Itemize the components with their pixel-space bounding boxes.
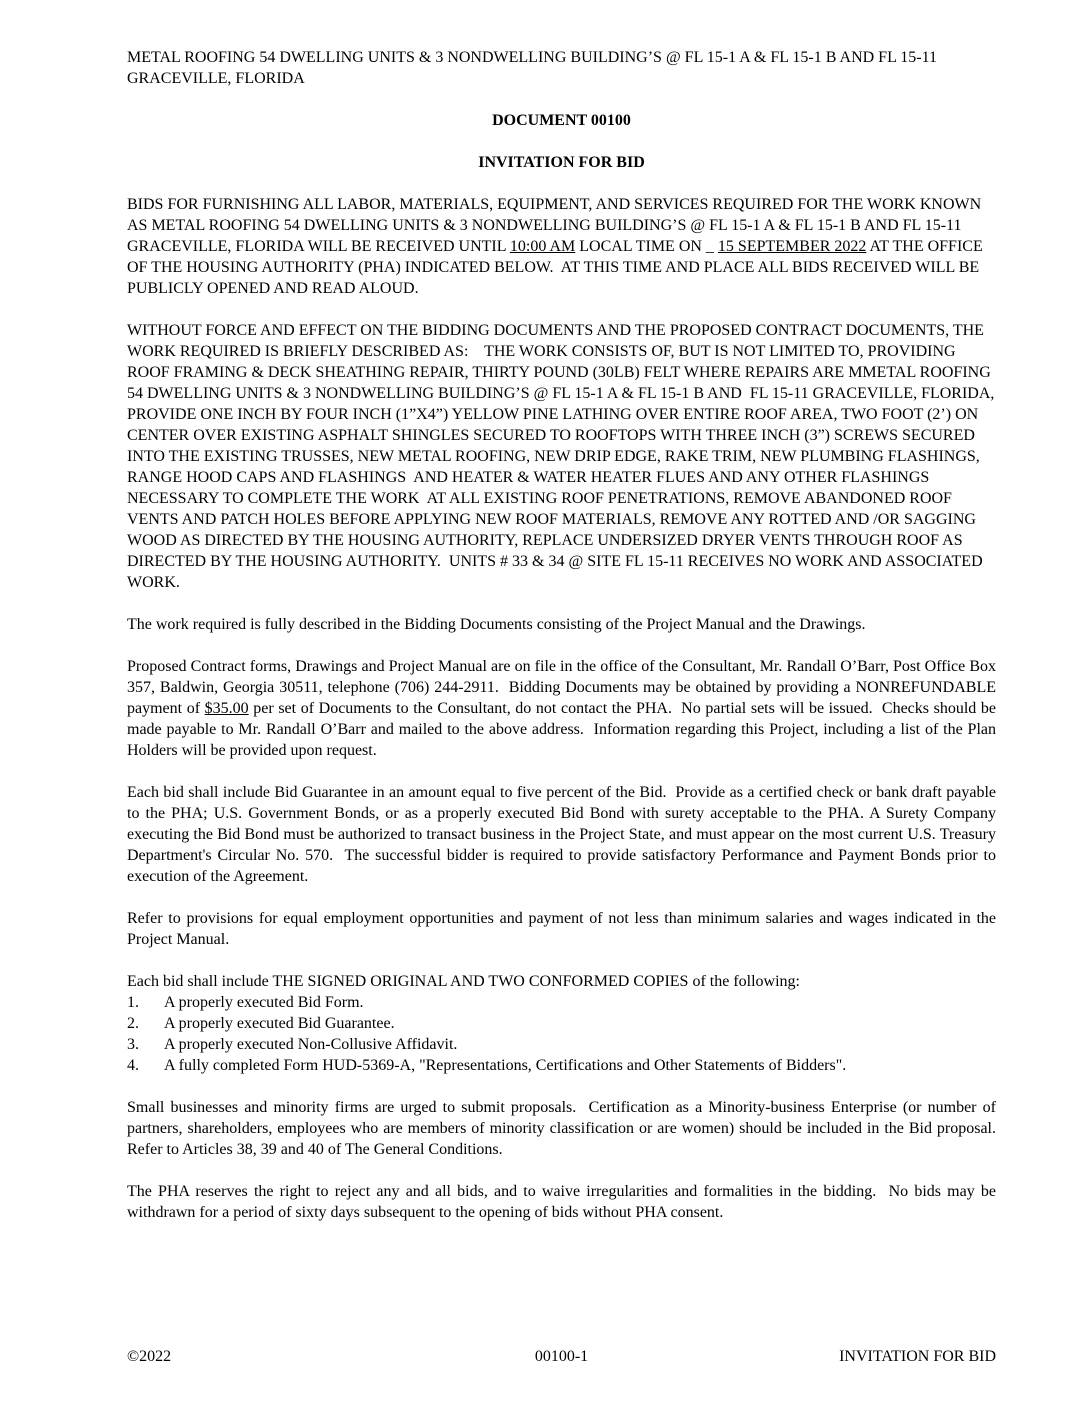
bids-text-tail: AT THE OFFICE OF THE HOUSING AUTHORITY (PHA) INDICATED BELOW. AT THIS TIME AND PLACE ALL BIDS RECEIVED WILL BE PUBLICLY OPENED AND READ ALOUD. [127,238,987,297]
consultant-text-lead: Proposed Contract forms, Drawings and Project Manual are on file in the office of the Consultant, Mr. Randall O’Barr, Post Office Box 357, Baldwin, Georgia 30511, telephone (706) 244-2911. Bidding Documents may be obtained by providing a NONREFUNDABLE payment of [127,658,1000,717]
list-item-number: 2. [127,1015,139,1032]
project-title: METAL ROOFING 54 DWELLING UNITS & 3 NONDWELLING BUILDING’S @ FL 15-1 A & FL 15-1 B AND FL 15-11 GRACEVILLE, FLORIDA [127,49,941,87]
footer-doc-title: INVITATION FOR BID [839,1348,997,1365]
bid-guarantee-paragraph: Each bid shall include Bid Guarantee in an amount equal to five percent of the Bid. Provide as a certified check or bank draft payable to the PHA; U.S. Government Bonds, or as a properly executed Bid Bond with surety acceptable to the PHA. A Surety Company executing the Bid Bond must be authorized to transact business in the Project State, and must appear on the most current U.S. Treasury Department's Circular No. 570. The successful bidder is required to provide satisfactory Performance and Payment Bonds prior to execution of the Agreement. [127,784,1000,885]
consultant-text-tail: per set of Documents to the Consultant, do not contact the PHA. No partial sets will be issued. Checks should be made payable to Mr. Randall O’Barr and mailed to the above address. Information regarding this Project, including a list of the Plan Holders will be provided upon request. [127,700,1001,759]
bids-text-mid: LOCAL TIME ON _ [575,238,718,255]
bid-time-underlined: 10:00 AM [509,238,576,255]
work-description-paragraph: WITHOUT FORCE AND EFFECT ON THE BIDDING DOCUMENTS AND THE PROPOSED CONTRACT DOCUMENTS, THE WORK REQUIRED IS BRIEFLY DESCRIBED AS: THE WORK CONSISTS OF, BUT IS NOT LIMITED TO, PROVIDING ROOF FRAMING & DECK SHEATHING REPAIR, THIRTY POUND (30LB) FELT WHERE REPAIRS ARE MMETAL ROOFING 54 DWELLING UNITS & 3 NONDWELLING BUILDING’S @ FL 15-1 A & FL 15-1 B AND FL 15-11 GRACEVILLE, FLORIDA, PROVIDE ONE INCH BY FOUR INCH (1”X4”) YELLOW PINE LATHING OVER ENTIRE ROOF AREA, TWO FOOT (2’) ON CENTER OVER EXISTING ASPHALT SHINGLES SECURED TO ROOFTOPS WITH THREE INCH (3”) SCREWS SECURED INTO THE EXISTING TRUSSES, NEW METAL ROOFING, NEW DRIP EDGE, RAKE TRIM, NEW PLUMBING FLASHINGS, RANGE HOOD CAPS AND FLASHINGS AND HEATER & WATER HEATER FLUES AND ANY OTHER FLASHINGS NECESSARY TO COMPLETE THE WORK AT ALL EXISTING ROOF PENETRATIONS, REMOVE ABANDONED ROOF VENTS AND PATCH HOLES BEFORE APPLYING NEW ROOF MATERIALS, REMOVE ANY ROTTED AND /OR SAGGING WOOD AS DIRECTED BY THE HOUSING AUTHORITY, REPLACE UNDERSIZED DRYER VENTS THROUGH ROOF AS DIRECTED BY THE HOUSING AUTHORITY. UNITS # 33 & 34 @ SITE FL 15-11 RECEIVES NO WORK AND ASSOCIATED WORK. [127,322,999,591]
equal-employment-paragraph: Refer to provisions for equal employment opportunities and payment of not less than minimum salaries and wages indicated in the Project Manual. [127,910,1000,948]
document-number-heading: DOCUMENT 00100 [492,112,631,129]
bids-text-lead: BIDS FOR FURNISHING ALL LABOR, MATERIALS, EQUIPMENT, AND SERVICES REQUIRED FOR THE WORK KNOWN AS METAL ROOFING 54 DWELLING UNITS & 3 NONDWELLING BUILDING’S @ FL 15-1 A & FL 15-1 B AND FL 15-11 GRACEVILLE, FLORIDA WILL BE RECEIVED UNTIL [127,196,985,255]
list-item-text: A fully completed Form HUD-5369-A, "Representations, Certifications and Other Statements of Bidders". [164,1057,847,1074]
bid-copies-list [127,992,996,1076]
bid-date-underlined: 15 SEPTEMBER 2022 [717,238,867,255]
invitation-for-bid-heading: INVITATION FOR BID [478,154,645,171]
list-item-number: 3. [127,1036,139,1053]
list-item [127,992,996,1013]
bid-copies-intro: Each bid shall include THE SIGNED ORIGINAL AND TWO CONFORMED COPIES of the following: [127,973,800,990]
page-footer [127,1346,996,1367]
document-content [127,47,1004,1244]
list-item-text: A properly executed Non-Collusive Affidavit. [164,1036,458,1053]
list-item-number: 4. [127,1057,139,1074]
list-item-number: 1. [127,994,139,1011]
list-item-text: A properly executed Bid Form. [164,994,364,1011]
list-item [127,1034,996,1055]
bids-receipt-paragraph [127,194,996,299]
list-item [127,1055,996,1076]
bidding-documents-paragraph: The work required is fully described in the Bidding Documents consisting of the Project Manual and the Drawings. [127,616,866,633]
consultant-info-paragraph [127,656,1001,761]
document-fee-underlined: $35.00 [204,700,249,717]
list-item-text: A properly executed Bid Guarantee. [164,1015,395,1032]
footer-page-number: 00100-1 [534,1348,589,1365]
footer-copyright: ©2022 [127,1348,172,1365]
small-business-paragraph: Small businesses and minority firms are urged to submit proposals. Certification as a Minority-business Enterprise (or number of partners, shareholders, employees who are members of minority classification or are women) should be included in the Bid proposal. Refer to Articles 38, 39 and 40 of The General Conditions. [127,1099,1004,1158]
bid-rights-paragraph: The PHA reserves the right to reject any and all bids, and to waive irregularities and formalities in the bidding. No bids may be withdrawn for a period of sixty days subsequent to the opening of bids without PHA consent. [127,1183,1000,1221]
list-item [127,1013,996,1034]
